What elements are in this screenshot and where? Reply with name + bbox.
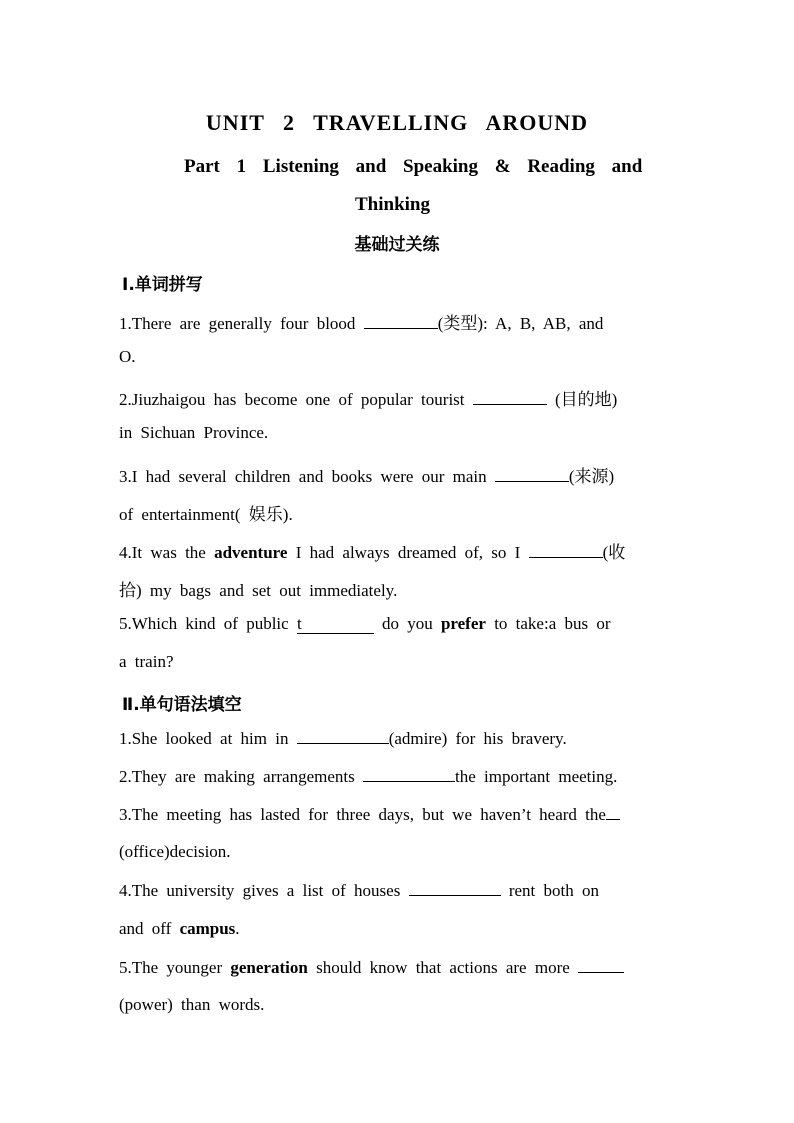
s2-q1: [119, 728, 567, 749]
s2-q4-line2: [119, 919, 240, 939]
answer-blank[interactable]: [363, 766, 455, 782]
answer-blank[interactable]: [578, 957, 624, 973]
answer-blank[interactable]: [473, 389, 547, 405]
answer-blank[interactable]: [606, 804, 620, 820]
s1-q1-line2: O.: [119, 347, 136, 366]
s1-q5-line1: [119, 614, 611, 634]
answer-blank[interactable]: [495, 466, 569, 482]
s1-q5-line2: a train?: [119, 652, 174, 671]
section2-heading: Ⅱ.单句语法填空: [122, 695, 242, 715]
unit-title: UNIT 2 TRAVELLING AROUND: [205, 110, 589, 135]
s1-q4-hint: (收: [602, 543, 626, 562]
s1-q1-line1: [119, 309, 603, 334]
s1-q4-text: 4.It was the: [119, 543, 215, 562]
s1-q2-line1: [119, 385, 617, 410]
s2-q1-text2: (admire) for his bravery.: [388, 729, 567, 748]
s2-q2-text2: the important meeting.: [455, 767, 618, 786]
s1-q4-bold-word: adventure: [214, 543, 288, 562]
s1-q1-text: 1.There are generally four blood: [119, 314, 364, 333]
s1-q4-text2: I had always dreamed of, so I: [287, 543, 529, 562]
s1-q5-initial: t: [296, 614, 302, 633]
s2-q3-line2: (office)decision.: [119, 842, 231, 861]
s2-q4-period: .: [235, 919, 240, 938]
s2-q5-text: 5.The younger: [119, 958, 231, 977]
s1-q4-line1: [119, 538, 625, 563]
s2-q1-text: 1.She looked at him in: [119, 729, 297, 748]
s1-q4-line2: 拾) my bags and set out immediately.: [119, 581, 398, 600]
s1-q2-hint: (目的地): [546, 390, 618, 409]
s2-q2-text: 2.They are making arrangements: [119, 767, 363, 786]
answer-blank[interactable]: [529, 542, 603, 558]
s2-q5-line1: [119, 957, 624, 978]
section1-heading: Ⅰ.单词拼写: [122, 275, 203, 295]
s1-q1-hint: (类型): A, B, AB, and: [437, 314, 604, 333]
answer-blank[interactable]: [409, 880, 501, 896]
s1-q2-line2: in Sichuan Province.: [119, 423, 269, 442]
s1-q3-line2: of entertainment( 娱乐).: [119, 505, 293, 524]
s2-q4-text2: rent both on: [500, 881, 599, 900]
section-subtitle: 基础过关练: [354, 235, 440, 255]
answer-blank[interactable]: [364, 313, 438, 329]
s1-q5-bold-word: prefer: [440, 614, 486, 633]
s2-q3-text: 3.The meeting has lasted for three days, but we haven’t heard the: [119, 805, 606, 824]
s2-q4-bold-word: campus: [179, 919, 236, 938]
s1-q3-hint: (来源): [568, 467, 615, 486]
s2-q4-text: 4.The university gives a list of houses: [119, 881, 409, 900]
s2-q5-bold-word: generation: [230, 958, 308, 977]
part-title-line2: Thinking: [355, 194, 430, 215]
s2-q5-line2: (power) than words.: [119, 995, 265, 1014]
s1-q5-text3: to take:a bus or: [485, 614, 611, 633]
s1-q5-text2: do you: [373, 614, 441, 633]
answer-blank[interactable]: [297, 728, 389, 744]
s2-q4-line1: [119, 880, 599, 901]
s2-q2: [119, 766, 617, 787]
s1-q3-text: 3.I had several children and books were our main: [119, 467, 495, 486]
s1-q2-text: 2.Jiuzhaigou has become one of popular tourist: [119, 390, 473, 409]
s2-q3-line1: [119, 804, 620, 825]
answer-blank[interactable]: [297, 614, 374, 634]
part-title-line1: Part 1 Listening and Speaking & Reading and: [184, 156, 643, 177]
s1-q5-text: 5.Which kind of public: [119, 614, 297, 633]
s1-q3-line1: [119, 462, 614, 487]
s2-q4-text3: and off: [119, 919, 180, 938]
s2-q5-text2: should know that actions are more: [307, 958, 579, 977]
